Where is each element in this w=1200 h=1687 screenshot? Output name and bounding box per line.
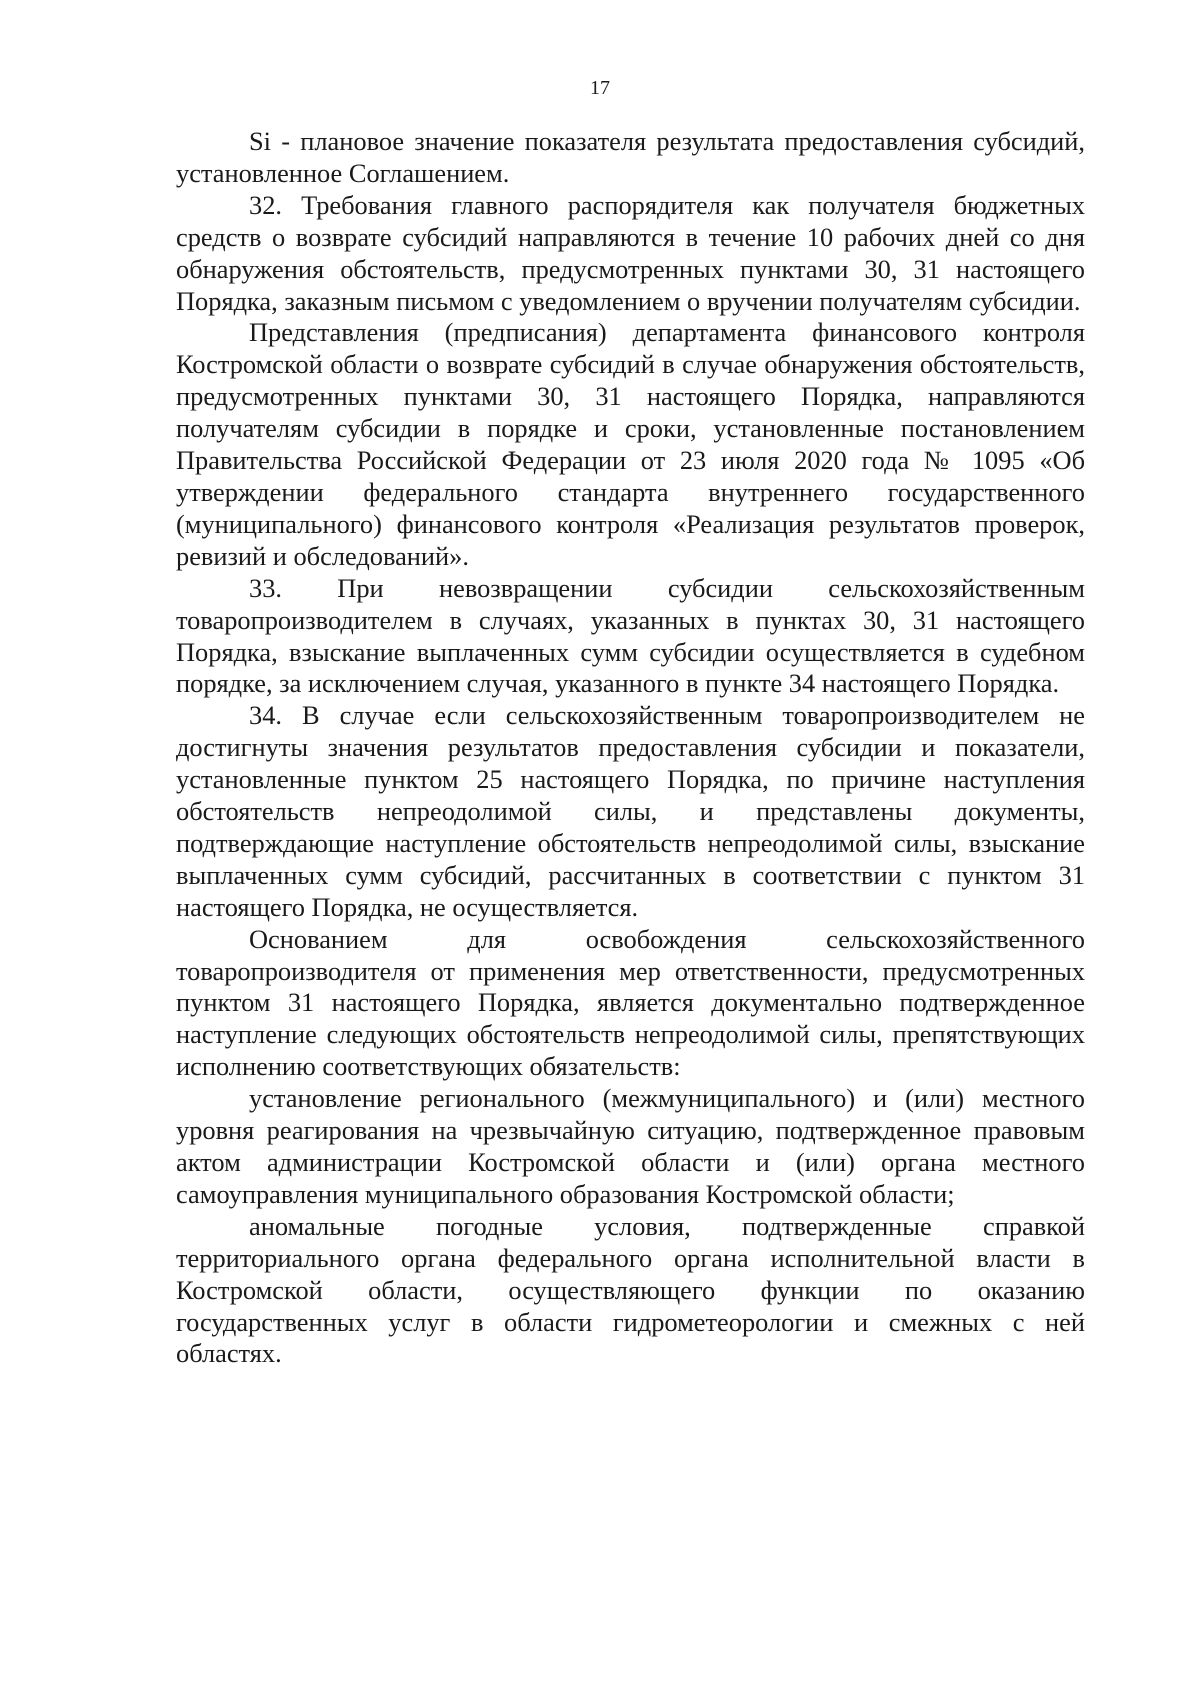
paragraph-32: 32. Требования главного распорядителя как получателя бюджетных средств о возврате субсидий направляются в течение 10 рабочих дней со дня обнаружения обстоятельств, предусмотренных пунктами 30, 31 настоящего Порядка, заказным письмом с уведомлением о вручении получателям субсидии. [176,189,1085,316]
page-number: 17 [590,77,610,99]
paragraph-33: 33. При невозвращении субсидии сельскохозяйственным товаропроизводителем в случаях, указанных в пунктах 30, 31 настоящего Порядка, взыскание выплаченных сумм субсидии осуществляется в судебном порядке, за исключением случая, указанного в пункте 34 настоящего Порядка. [176,572,1085,699]
paragraph-representations: Представления (предписания) департамента финансового контроля Костромской области о возврате субсидий в случае обнаружения обстоятельств, предусмотренных пунктами 30, 31 настоящего Порядка, направляются получателям субсидии в порядке и сроки, установленные постановлением Правительства Российской Федерации от 23 июля 2020 года № 1095 «Об утверждении федерального стандарта внутреннего государственного (муниципального) финансового контроля «Реализация результатов проверок, ревизий и обследований». [176,317,1085,571]
paragraph-weather-conditions: аномальные погодные условия, подтвержденные справкой территориального органа федерального органа исполнительной власти в Костромской области, осуществляющего функции по оказанию государственных услуг в области гидрометеорологии и смежных с ней областях. [176,1210,1085,1369]
paragraph-emergency-response: установление регионального (межмуниципального) и (или) местного уровня реагирования на чрезвычайную ситуацию, подтвержденное правовым актом администрации Костромской области и (или) органа местного самоуправления муниципального образования Костромской области; [176,1083,1085,1209]
document-body [176,126,1085,1370]
paragraph-exemption-basis: Основанием для освобождения сельскохозяйственного товаропроизводителя от применения мер ответственности, предусмотренных пунктом 31 настоящего Порядка, является документально подтвержденное наступление следующих обстоятельств непреодолимой силы, препятствующих исполнению соответствующих обязательств: [176,923,1085,1082]
paragraph-34: 34. В случае если сельскохозяйственным товаропроизводителем не достигнуты значения результатов предоставления субсидии и показатели, установленные пунктом 25 настоящего Порядка, по причине наступления обстоятельств непреодолимой силы, и представлены документы, подтверждающие наступление обстоятельств непреодолимой силы, взыскание выплаченных сумм субсидий, рассчитанных в соответствии с пунктом 31 настоящего Порядка, не осуществляется. [176,700,1085,922]
paragraph-si-definition: Si - плановое значение показателя результата предоставления субсидий, установленное Соглашением. [176,126,1085,188]
